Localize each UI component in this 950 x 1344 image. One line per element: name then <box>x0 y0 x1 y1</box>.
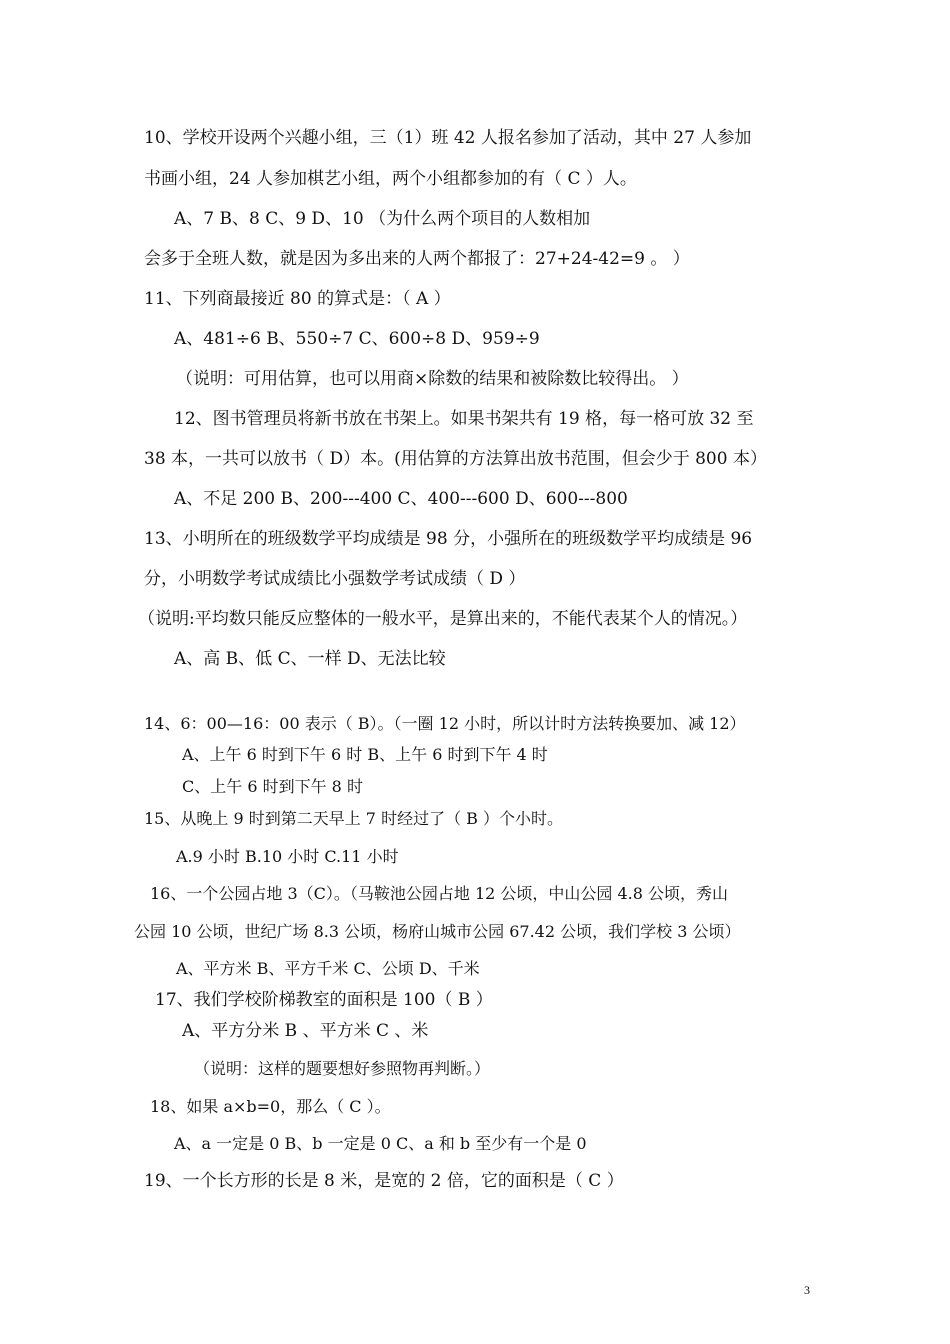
q10-explanation: 会多于全班人数，就是因为多出来的人两个都报了：27+24-42=9 。 ） <box>144 249 690 269</box>
q10-line2: 书画小组，24 人参加棋艺小组，两个小组都参加的有（ C ）人。 <box>144 169 637 189</box>
q13-options: A、高 B、低 C、一样 D、无法比较 <box>174 649 446 669</box>
q13-line1: 13、小明所在的班级数学平均成绩是 98 分，小强所在的班级数学平均成绩是 96 <box>144 529 753 549</box>
q14-option-c: C、上午 6 时到下午 8 时 <box>182 777 363 796</box>
q16-line1: 16、一个公园占地 3（C）。（马鞍池公园占地 12 公顷，中山公园 4.8 公顷，秀山 <box>150 884 729 903</box>
q11-question: 11、下列商最接近 80 的算式是：（ A ） <box>144 289 451 309</box>
q12-line1: 12、图书管理员将新书放在书架上。如果书架共有 19 格，每一格可放 32 至 <box>174 409 754 429</box>
q13-line2: 分，小明数学考试成绩比小强数学考试成绩（ D ） <box>144 569 526 589</box>
q11-options: A、481÷6 B、550÷7 C、600÷8 D、959÷9 <box>174 329 540 349</box>
q18-options: A、a 一定是 0 B、b 一定是 0 C、a 和 b 至少有一个是 0 <box>174 1134 587 1153</box>
q19-question: 19、一个长方形的长是 8 米，是宽的 2 倍，它的面积是（ C ） <box>144 1171 624 1191</box>
q10-options: A、7 B、8 C、9 D、10 （为什么两个项目的人数相加 <box>174 209 591 229</box>
q14-options-ab: A、上午 6 时到下午 6 时 B、上午 6 时到下午 4 时 <box>182 745 548 764</box>
q16-line2: 公园 10 公顷，世纪广场 8.3 公顷，杨府山城市公园 67.42 公顷，我们学校 3 公顷） <box>134 922 741 941</box>
q10-line1: 10、学校开设两个兴趣小组，三（1）班 42 人报名参加了活动，其中 27 人参加 <box>144 128 752 148</box>
q16-options: A、平方米 B、平方千米 C、公顷 D、千米 <box>176 959 480 978</box>
q12-options: A、不足 200 B、200---400 C、400---600 D、600---800 <box>174 489 628 509</box>
q14-question: 14、6：00—16：00 表示（ B）。（一圈 12 小时，所以计时方法转换要加、减 12） <box>144 714 746 733</box>
q12-line2: 38 本，一共可以放书（ D）本。(用估算的方法算出放书范围，但会少于 800 本） <box>144 449 767 469</box>
q17-question: 17、我们学校阶梯教室的面积是 100（ B ） <box>155 990 493 1010</box>
q13-explanation: （说明:平均数只能反应整体的一般水平，是算出来的，不能代表某个人的情况。） <box>138 609 748 629</box>
q15-question: 15、从晚上 9 时到第二天早上 7 时经过了（ B ）个小时。 <box>144 809 563 828</box>
page-number: 3 <box>804 1283 810 1297</box>
q18-question: 18、如果 a×b=0，那么（ C ）。 <box>150 1097 391 1116</box>
q17-options: A、平方分米 B 、平方米 C 、米 <box>182 1021 429 1041</box>
q15-options: A.9 小时 B.10 小时 C.11 小时 <box>176 847 399 866</box>
q11-explanation: （说明：可用估算，也可以用商×除数的结果和被除数比较得出。 ） <box>176 369 689 389</box>
q17-explanation: （说明：这样的题要想好参照物再判断。） <box>194 1059 491 1078</box>
